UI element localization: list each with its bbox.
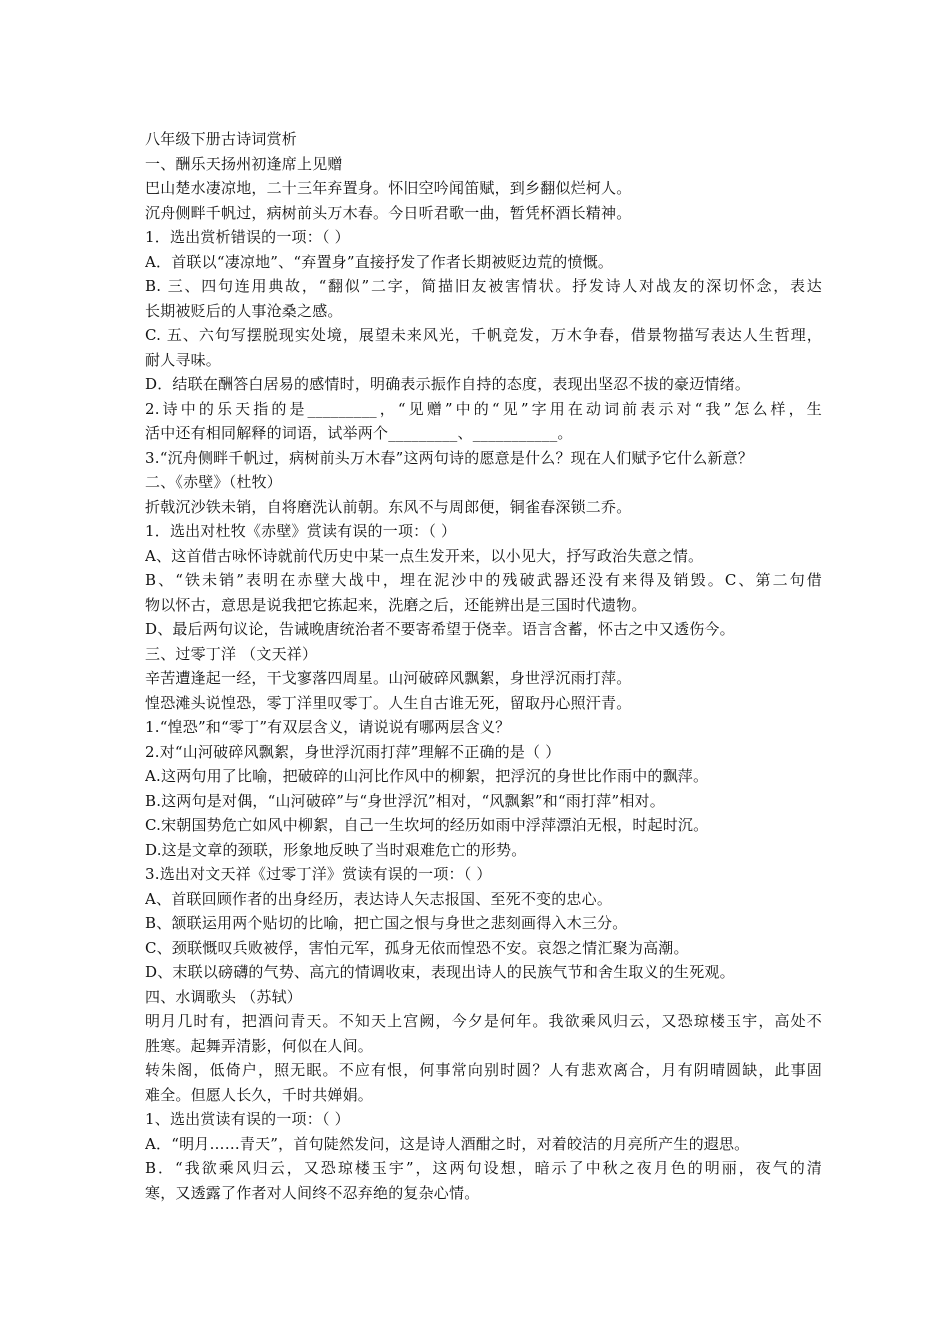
option: D.这是文章的颈联，形象地反映了当时艰难危亡的形势。 (145, 840, 527, 859)
option: A．首联以“凄凉地”、“弃置身”直接抒发了作者长期被贬边荒的愤慨。 (145, 252, 614, 271)
option-continued: 长期被贬后的人事沧桑之感。 (145, 301, 343, 320)
option: D、末联以磅礴的气势、高亢的情调收束，表现出诗人的民族气节和舍生取义的生死观。 (145, 963, 735, 981)
poem-line: 明月几时有，把酒问青天。不知天上宫阙，今夕是何年。我欲乘风归云，又恐琼楼玉宇，高处不 (145, 1012, 822, 1030)
poem-line: 折戟沉沙铁未销，自将磨洗认前朝。东风不与周郎便，铜雀春深锁二乔。 (145, 497, 632, 516)
question-continued: 活中还有相同解释的词语，试举两个_________、___________。 (145, 424, 573, 442)
question: 3.选出对文天祥《过零丁洋》赏读有误的一项：（ ） (145, 865, 492, 883)
question: 1．选出对杜牧《赤壁》赏读有误的一项：（ ） (145, 522, 457, 540)
option: C、颈联慨叹兵败被俘，害怕元军，孤身无依而惶恐不安。哀怨之情汇聚为高潮。 (145, 938, 689, 957)
section-heading: 三、过零丁洋 （文天祥） (145, 644, 318, 663)
option: A、首联回顾作者的出身经历，表达诗人矢志报国、至死不变的忠心。 (145, 889, 613, 908)
section-heading: 二、《赤壁》（杜牧） (145, 473, 283, 491)
option: A.这两句用了比喻，把破碎的山河比作风中的柳絮，把浮沉的身世比作雨中的飘萍。 (145, 767, 709, 785)
poem-line: 沉舟侧畔千帆过，病树前头万木春。今日听君歌一曲，暂凭杯酒长精神。 (145, 203, 632, 222)
poem-line: 辛苦遭逢起一经，干戈寥落四周星。山河破碎风飘絮，身世浮沉雨打萍。 (145, 669, 632, 687)
option: B、“铁未销”表明在赤壁大战中，埋在泥沙中的残破武器还没有来得及销毁。C、第二句借 (145, 571, 822, 589)
question: 1.“惶恐”和“零丁”有双层含义，请说说有哪两层含义？ (145, 718, 511, 736)
poem-line: 巴山楚水凄凉地，二十三年弃置身。怀旧空吟闻笛赋，到乡翻似烂柯人。 (145, 179, 632, 197)
poem-line: 转朱阁，低倚户，照无眠。不应有恨，何事常向别时圆？人有悲欢离合，月有阴晴圆缺，此事固 (145, 1061, 822, 1079)
option-continued: 物以怀古，意思是说我把它拣起来，洗磨之后，还能辨出是三国时代遗物。 (145, 595, 647, 614)
document-page (145, 127, 822, 1205)
poem-line-continued: 难全。但愿人长久，千时共婵娟。 (145, 1085, 374, 1104)
option-continued: 耐人寻味。 (145, 350, 222, 369)
poem-line: 惶恐滩头说惶恐，零丁洋里叹零丁。人生自古谁无死，留取丹心照汗青。 (145, 693, 632, 712)
option: C. 五、六句写摆脱现实处境，展望未来风光，千帆竞发，万木争春，借景物描写表达人生哲理， (145, 326, 822, 344)
option: D．结联在酬答白居易的感情时，明确表示振作自持的态度，表现出坚忍不拔的豪迈情绪。 (145, 375, 751, 393)
option: B、颔联运用两个贴切的比喻，把亡国之恨与身世之悲刻画得入木三分。 (145, 914, 628, 932)
option: A．“明月……青天”，首句陡然发问，这是诗人酒酣之时，对着皎洁的月亮所产生的遐思。 (145, 1134, 750, 1153)
question: 2.对“山河破碎风飘絮，身世浮沉雨打萍”理解不正确的是（ ） (145, 742, 561, 761)
option: D、最后两句议论，告诫晚唐统治者不要寄希望于侥幸。语言含蓄，怀古之中又透伤今。 (145, 620, 735, 638)
question: 1、选出赏读有误的一项：（ ） (145, 1110, 350, 1128)
question: 2.诗中的乐天指的是_________，“见赠”中的“见”字用在动词前表示对“我”怎么样，生 (145, 399, 822, 418)
document-title: 八年级下册古诗词赏析 (145, 130, 298, 148)
section-heading: 一、酬乐天扬州初逢席上见赠 (145, 154, 343, 173)
option: B．“我欲乘风归云，又恐琼楼玉宇”，这两句设想，暗示了中秋之夜月色的明丽，夜气的清 (145, 1159, 822, 1177)
option: A、这首借古咏怀诗就前代历史中某一点生发开来，以小见大，抒写政治失意之情。 (145, 546, 704, 565)
option-continued: 寒，又透露了作者对人间终不忍弃绝的复杂心情。 (145, 1183, 480, 1202)
question: 1．选出赏析错误的一项：（ ） (145, 228, 350, 246)
option: C.宋朝国势危亡如风中柳絮，自己一生坎坷的经历如雨中浮萍漂泊无根，时起时沉。 (145, 816, 709, 834)
question: 3.“沉舟侧畔千帆过，病树前头万木春”这两句诗的愿意是什么？现在人们赋予它什么新意？ (145, 448, 754, 467)
option: B.这两句是对偶，“山河破碎”与“身世浮沉”相对，“风飘絮”和“雨打萍”相对。 (145, 791, 665, 810)
section-heading: 四、水调歌头 （苏轼） (145, 987, 302, 1006)
option: B. 三、四句连用典故，“翻似”二字，简描旧友被害情状。抒发诗人对战友的深切怀念，表达 (145, 277, 822, 295)
poem-line-continued: 胜寒。起舞弄清影，何似在人间。 (145, 1036, 374, 1055)
